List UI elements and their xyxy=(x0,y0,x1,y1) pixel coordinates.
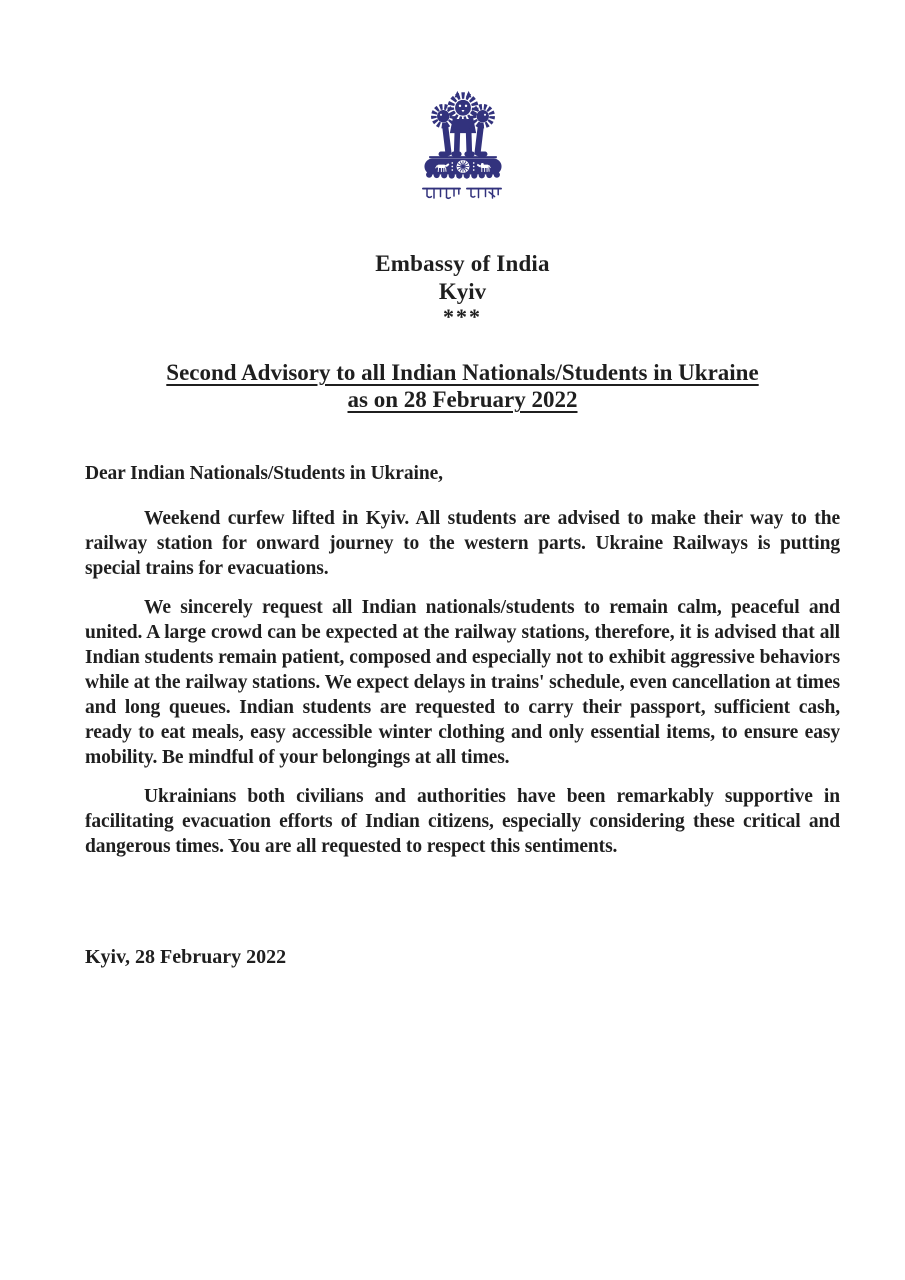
state-emblem-of-india-icon xyxy=(416,88,510,182)
advisory-title-line-1: Second Advisory to all Indian Nationals/Students in Ukraine xyxy=(166,360,759,385)
place-and-date-signoff: Kyiv, 28 February 2022 xyxy=(85,946,287,968)
section-separator: *** xyxy=(443,304,482,329)
advisory-title xyxy=(85,359,840,413)
salutation: Dear Indian Nationals/Students in Ukraine, xyxy=(85,463,443,484)
body-paragraph-3: Ukrainians both civilians and authorities have been remarkably supportive in facilitating evacuation efforts of Indian citizens, especially considering these critical and dangerous times. You are all requested to respect this sentiments. xyxy=(85,786,840,857)
body-paragraph-1: Weekend curfew lifted in Kyiv. All students are advised to make their way to the railway station for onward journey to the western parts. Ukraine Railways is putting special trains for evacuations. xyxy=(85,508,840,579)
letterhead-emblem xyxy=(85,88,840,204)
city-name: Kyiv xyxy=(438,279,487,304)
motto-script-icon xyxy=(420,186,506,202)
satyameva-jayate-motto xyxy=(85,186,840,204)
organization-name: Embassy of India xyxy=(375,251,550,276)
advisory-title-line-2: as on 28 February 2022 xyxy=(347,387,578,412)
body-paragraph-2: We sincerely request all Indian nationals/students to remain calm, peaceful and united. A large crowd can be expected at the railway stations, therefore, it is advised that all Indian students remain patient, composed and especially not to exhibit aggressive behaviors while at the railway stations. We expect delays in trains' schedule, even cancellation at times and long queues. Indian students are requested to carry their passport, sufficient cash, ready to eat meals, easy accessible winter clothing and only essential items, to ensure easy mobility. Be mindful of your belongings at all times. xyxy=(85,597,840,768)
